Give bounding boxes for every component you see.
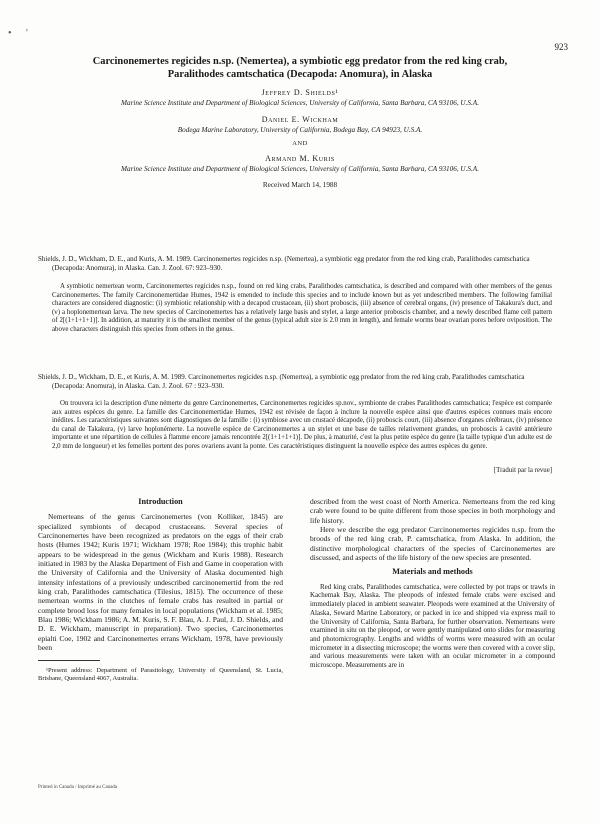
left-column: [38, 497, 283, 690]
author-name: Jeffrey D. Shields¹: [261, 88, 339, 97]
received-date: Received March 14, 1988: [262, 180, 338, 189]
body-paragraph: Nemerteans of the genus Carcinonemertes (von Kolliker, 1845) are specialized symbionts of decapod crustaceans. Several species of Carcinonemertes have been recognized as predators on the eggs of their crab hosts (Humes 1942; Kuris 1971; Wickham 1978; Roe 1984); this trophic habit appears to be widespread in the genus (Wickham and Kuris 1988). Research initiated in 1983 by the Alaska Department of Fish and Game in cooperation with the University of California and the University of Alaska documented high intensity infestations of a previously undescribed carcinonemertid from the red king crab, Paralithodes camtschatica (Tilesius, 1815). The occurrence of these nemertean worms in the clutches of female crabs has resulted in partial or complete brood loss for many females in local populations (Wickham et al. 1985; Blau 1986; Wickham 1986; A. M. Kuris, S. F. Blau, A. J. Paul, J. D. Shields, and D. E. Wickham, manuscript in preparation). Two species, Carcinonemertes epialti Coe, 1902 and Carcinonemertes errans Wickham, 1978, have previously been: [38, 512, 283, 653]
section-heading-introduction: Introduction: [138, 497, 183, 506]
abstract-english: A symbiotic nemertean worm, Carcinonemertes regicides n.sp., found on red king crabs, Paralithodes camtschatica, is described and compared with other members of the genus Carcinonemertes. The family Carcinonemertidae Humes, 1942 is emended to include this species and to include known but as yet undescribed members. The following familial characters are considered diagnostic: (i) symbiotic relationship with a decapod crustacean, (ii) short proboscis, (iii) absence of cerebral organs, (iv) presence of Takakura's duct, and (v) a hoplonemertean larva. The new species of Carcinonemertes has a relatively large basis and stylet, a large anterior proboscis chamber, and a newly described flame cell pattern of 2[(1+1+1+1)]. In addition, at maturity it is the smallest member of the genus (typical adult size is 2.0 mm in length), and female worms bear ovarian pores before oviposition. The above characters distinguish this species from others in the genus.: [52, 283, 552, 333]
citation-english: Shields, J. D., Wickham, D. E., and Kuris, A. M. 1989. Carcinonemertes regicides n.sp. (Nemertea), a symbiotic egg predator from the red king crab, Paralithodes camtschatica (Decapoda: Anomura), in Alaska. Can. J. Zool. 67: 923–930.: [38, 255, 530, 272]
citation-french: Shields, J. D., Wickham, D. E., et Kuris, A. M. 1989. Carcinonemertes regicides n.sp. (Nemertea), a symbiotic egg predator from the red king crab, Paralithodes camtschatica (Decapoda: Anomura), in Alaska. Can. J. Zool. 67 : 923–930.: [38, 373, 525, 390]
body-paragraph: Here we describe the egg predator Carcinonemertes regicides n.sp. from the broods of the red king crab, P. camtschatica, from Alaska. In addition, the distinctive morphological characters of the species of Carcinonemertes are discussed, and aspects of the life history of the new species are presented.: [310, 525, 555, 563]
abstract-french: On trouvera ici la description d'une némerte du genre Carcinonemertes, Carcinonemertes regicides sp.nov., symbionte de crabes Paralithodes camtschatica; l'espèce est comparée aux autres espèces du genre. La famille des Carcinonemertidae Humes, 1942 est révisée de façon à inclure la nouvelle espèce ainsi que d'autres espèces connues mais encore inédites. Les caractéristiques suivantes sont diagnostiques de la famille : (i) symbiose avec un crustacé décapode, (ii) proboscis court, (iii) absence d'organes cérébraux, (iv) présence du canal de Takakura, (v) larve hoplonémerte. La nouvelle espèce de Carcinonemertes a un stylet et une base de tailles relativement grandes, un proboscis à cavité antérieure importante et une répartition de cellules à flamme encore jamais rencontrée 2[(1+1+1+1)]. De plus, à maturité, c'est la plus petite espèce du genre (la taille typique d'un adulte est de 2,0 mm de longueur) et les femelles portent des pores ovariens avant la ponte. Ces caractéristiques distinguent la nouvelle espèce des autres espèces du genre.: [52, 400, 552, 450]
article-title: Carcinonemertes regicides n.sp. (Nemertea), a symbiotic egg predator from the red king crab, Paralithodes camtschatica (Decapoda: Anomura), in Alaska: [92, 56, 508, 80]
author-affiliation: Marine Science Institute and Department of Biological Sciences, University of California, Santa Barbara, CA 93106, U.S.A.: [121, 99, 479, 107]
footnote-rule: [38, 660, 100, 661]
body-paragraph: Red king crabs, Paralithodes camtschatica, were collected by pot traps or trawls in Kachemak Bay, Alaska. The pleopods of infested female crabs were excised and immediately placed in ambient seawater. Pleopods were examined at the University of Alaska, Seward Marine Laboratory, or packed in ice and shipped via express mail to the University of California, Santa Barbara, for further observation. Nemerteans were examined in situ on the pleopod, or were gently manipulated onto slides for measuring and photomicrography. Lengths and widths of worms were measured with an ocular micrometer in a dissecting microscope; the worms were then covered with a cover slip, and various measurements were taken with an ocular micrometer in a compound microscope. Measurements are in: [310, 582, 555, 670]
author-name: Daniel E. Wickham: [261, 115, 339, 125]
article-header: [70, 56, 530, 189]
footnote: ¹Present address: Department of Parasitology, University of Queensland, St. Lucia, Brisbane, Queensland 4067, Australia.: [38, 667, 283, 682]
author-affiliation: Marine Science Institute and Department of Biological Sciences, University of California, Santa Barbara, CA 93106, U.S.A.: [121, 165, 479, 174]
right-column: [310, 497, 555, 670]
translator-note: [Traduit par la revue]: [493, 467, 552, 474]
and-separator: AND: [292, 140, 308, 148]
printed-in-canada: Printed in Canada / Imprimé au Canada: [38, 785, 118, 790]
body-paragraph: described from the west coast of North America. Nemerteans from the red king crab were found to be quite different from those species in both morphology and life history.: [310, 497, 555, 525]
author-name: Armand M. Kuris: [265, 154, 335, 164]
section-heading-methods: Materials and methods: [392, 567, 473, 577]
page-number: 923: [554, 42, 568, 52]
author-affiliation: Bodega Marine Laboratory, University of California, Bodega Bay, CA 94923, U.S.A.: [177, 126, 423, 135]
scan-specks: • ': [8, 28, 34, 39]
